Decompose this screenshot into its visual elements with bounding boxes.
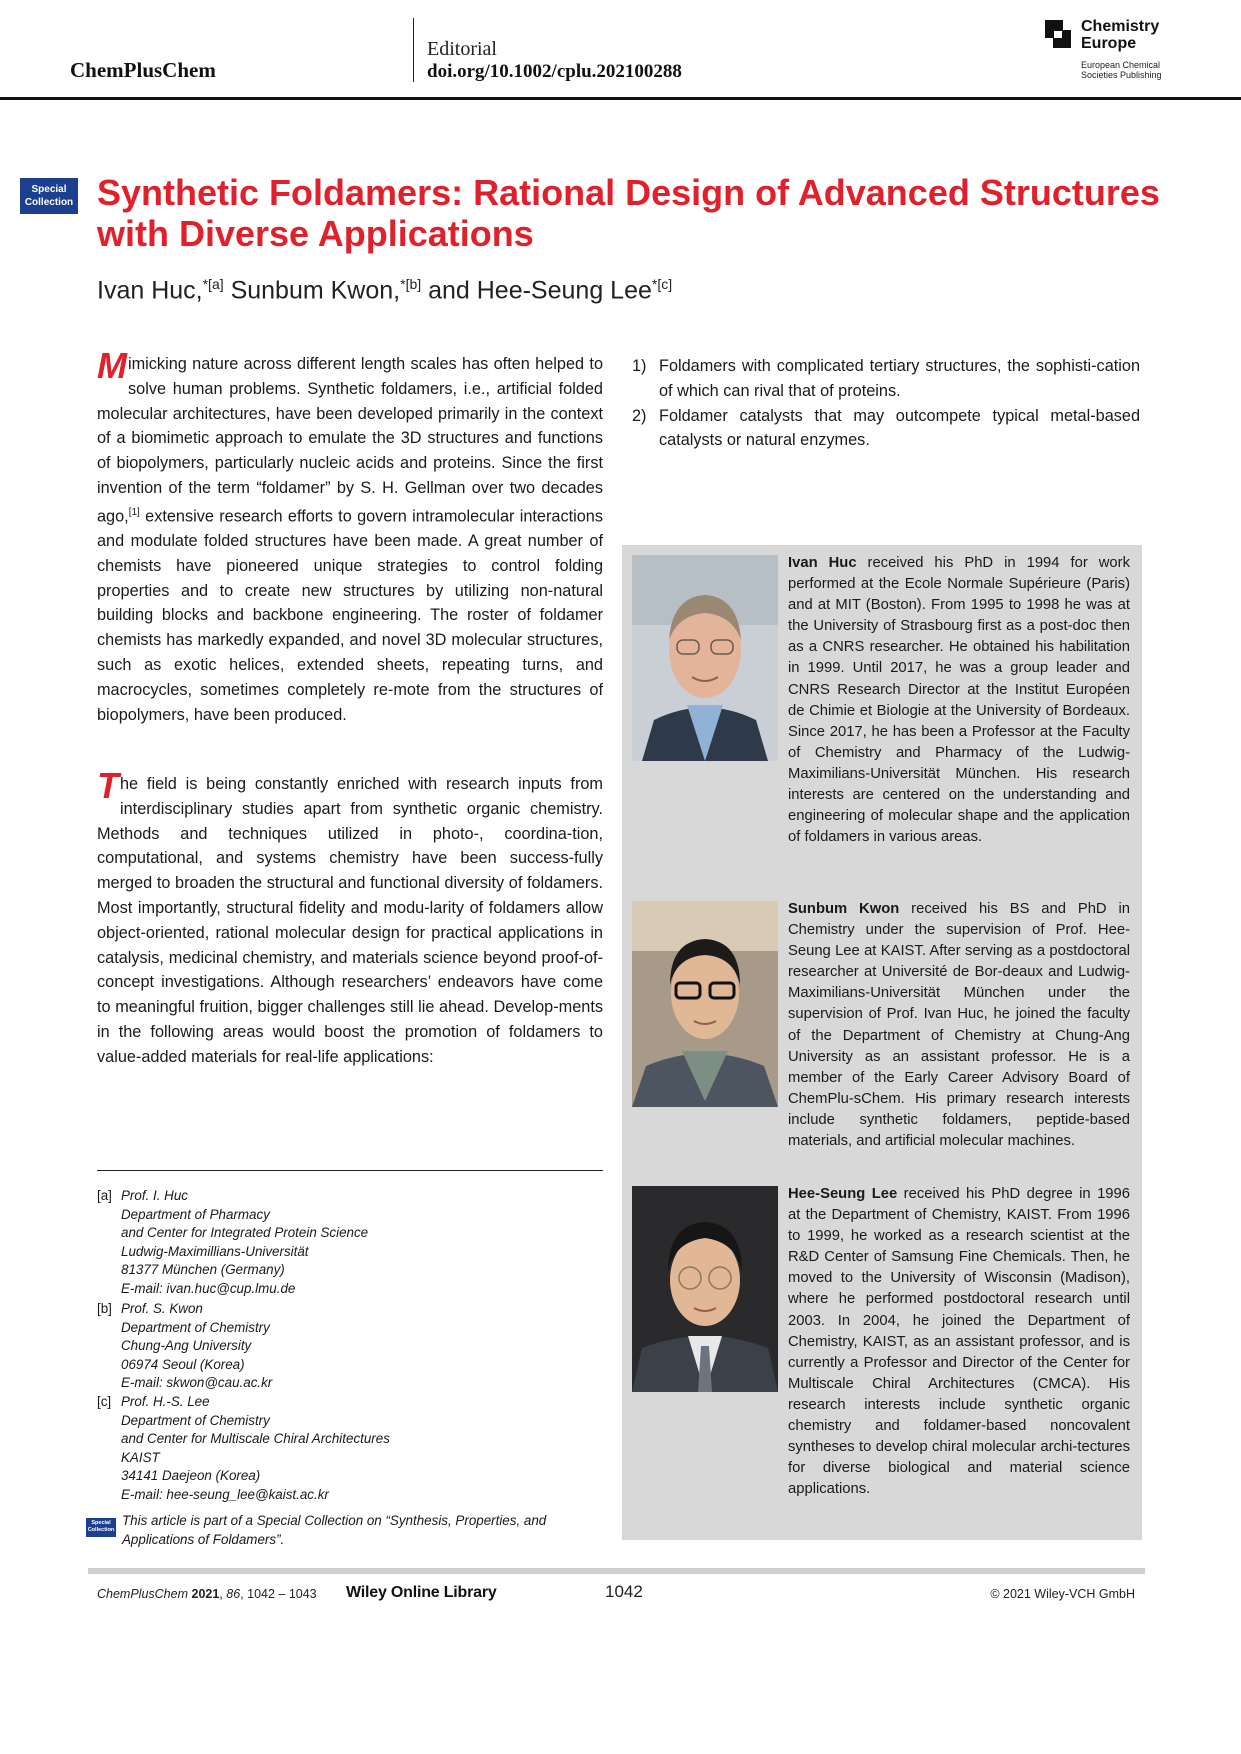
list-number: 2): [632, 406, 647, 425]
footnote-line: Department of Chemistry: [121, 1412, 270, 1428]
footnote-line: and Center for Integrated Protein Science: [121, 1225, 369, 1241]
author-photo-kwon: [632, 901, 778, 1107]
affiliation-footnote-b: [97, 1300, 603, 1393]
paragraph-text: imicking nature across different length scales has often helped to solve human problems. Synthetic foldamers, i.e., artificial folded molecular architectures, have been developed primarily in the context of a biomimetic approach to emulate the 3D structures and functions of biopolymers, particularly nucleic acids and proteins. Since the first invention of the term “foldamer” by S. H. Gellman over two decades ago,: [97, 355, 603, 526]
bio-name: Hee-Seung Lee: [788, 1186, 898, 1202]
badge-line-2: Collection: [24, 197, 74, 208]
author-kwon[interactable]: Sunbum Kwon,: [223, 276, 401, 305]
badge-line-1: Special: [31, 184, 67, 195]
footnote-line: 34141 Daejeon (Korea): [121, 1468, 261, 1484]
chemistry-europe-logo-icon: [1045, 20, 1073, 50]
footer-journal: ChemPlusChem: [97, 1587, 189, 1601]
numbered-list: [632, 354, 1140, 453]
footnote-line: KAIST: [121, 1449, 160, 1465]
footnote-label: [a]: [97, 1188, 112, 1203]
affiliation-footnote-c: [97, 1393, 603, 1505]
footer-pages: , 1042 – 1043: [240, 1587, 317, 1601]
bio-lee: [788, 1184, 1130, 1500]
footnote-line: Department of Pharmacy: [121, 1206, 270, 1222]
list-item-text: Foldamers with complicated tertiary structures, the sophisti-cation of which can rival that of proteins.: [659, 357, 1140, 400]
footnote-line: 06974 Seoul (Korea): [121, 1356, 245, 1372]
list-number: 1): [632, 357, 647, 375]
list-item: [632, 354, 1140, 404]
publisher-subtitle: European Chemical Societies Publishing: [1081, 60, 1162, 80]
author-photo-lee: [632, 1186, 778, 1392]
bio-text: received his PhD in 1994 for work performed at the Ecole Normale Supérieure (Paris) and at MIT (Boston). From 1995 to 1998 he was at the University of Strasbourg first as a post-doc then as a CNRS researcher. He obtained his habilitation in 1999. Until 2017, he was a group leader and CNRS Research Director at the Institut Européen de Chimie et Biologie at the University of Bordeaux. Since 2017, he has been a Professor at the Faculty of Chemistry and Pharmacy of the Ludwig-Maximilians-Universität München. His research interests are centered on the understanding and engineering of molecular shape and the application of foldamers in various areas.: [788, 555, 1130, 846]
article-type: Editorial: [427, 38, 497, 60]
footnote-line: Prof. I. Huc: [121, 1188, 188, 1203]
portrait-icon: [632, 1186, 778, 1392]
special-collection-badge[interactable]: [20, 178, 78, 214]
footnote-line: Department of Chemistry: [121, 1319, 270, 1335]
publisher-logo: [1045, 18, 1175, 82]
author-lee[interactable]: and Hee-Seung Lee: [421, 276, 652, 305]
body-paragraph-1: [97, 345, 603, 727]
footnote-line: 81377 München (Germany): [121, 1262, 285, 1278]
header-divider: [413, 18, 414, 82]
badge-line-1: Special: [91, 1520, 111, 1526]
email-link[interactable]: E-mail: skwon@cau.ac.kr: [121, 1375, 273, 1391]
copyright: © 2021 Wiley-VCH GmbH: [990, 1587, 1135, 1601]
footnote-line: Ludwig-Maximillians-Universität: [121, 1243, 309, 1259]
special-collection-note: This article is part of a Special Collection on “Synthesis, Properties, and Applications of Foldamers”.: [122, 1513, 547, 1547]
article-title: Synthetic Foldamers: Rational Design of Advanced Structures with Diverse Applications: [97, 172, 1160, 254]
footnote-line: and Center for Multiscale Chiral Architectures: [121, 1431, 390, 1447]
list-item: [632, 404, 1140, 454]
bio-kwon: [788, 899, 1130, 1152]
badge-line-2: Collection: [87, 1527, 115, 1533]
footer-volume: 86: [226, 1587, 241, 1601]
author-photo-huc: [632, 555, 778, 761]
dropcap: M: [97, 345, 127, 386]
bio-text: received his PhD degree in 1996 at the Department of Chemistry, KAIST. From 1996 to 1999, he worked as a research scientist at the R&D Center of Samsung Fine Chemicals. Then, he moved to the University of Wisconsin (Madison), where he performed postdoctoral research until 2003. In 2004, he joined the Department of Chemistry, KAIST, as an assistant professor, and is currently a Professor and Director of the Center for Multiscale Chiral Architectures (CMCA). His research interests include synthetic organic chemistry and foldamer-based noncovalent syntheses to develop chiral molecular archi-tectures for diverse biological and material science applications.: [788, 1186, 1130, 1498]
email-link[interactable]: E-mail: hee-seung_lee@kaist.ac.kr: [121, 1486, 329, 1502]
special-collection-badge-small[interactable]: [86, 1518, 116, 1537]
footnote-rule: [97, 1170, 603, 1171]
author-biographies: [622, 545, 1142, 1540]
portrait-icon: [632, 555, 778, 761]
author-huc-affiliation: *[a]: [202, 276, 224, 292]
bio-text: received his BS and PhD in Chemistry under the supervision of Prof. Hee-Seung Lee at KAIST. After serving as a postdoctoral researcher at Université de Bor-deaux and Ludwig-Maximilians-Universität München under the supervision of Prof. Ivan Huc, he joined the faculty of the Department of Chemistry at Chung-Ang University as an assistant professor. He is a member of the Early Career Advisory Board of ChemPlu-sChem. His primary research interests include synthetic foldamers, peptide-based materials, and artificial molecular machines.: [788, 901, 1130, 1150]
journal-name: ChemPlusChem: [70, 58, 216, 82]
dropcap: T: [97, 765, 119, 806]
footnote-line: Prof. H.-S. Lee: [121, 1394, 210, 1409]
footer-citation: ChemPlusChem 2021, 86, 1042 – 1043: [97, 1587, 317, 1601]
author-list: [97, 276, 672, 305]
author-lee-affiliation: *[c]: [651, 276, 673, 292]
doi-link[interactable]: doi.org/10.1002/cplu.202100288: [427, 61, 682, 82]
bio-name: Ivan Huc: [788, 555, 857, 571]
publisher-name: Chemistry Europe: [1081, 18, 1160, 52]
reference-link[interactable]: [1]: [128, 506, 140, 518]
email-link[interactable]: E-mail: ivan.huc@cup.lmu.de: [121, 1280, 296, 1296]
author-huc[interactable]: Ivan Huc,: [97, 276, 203, 305]
header-rule: [0, 97, 1241, 100]
paragraph-text: extensive research efforts to govern intramolecular interactions and modulate folded structures have been made. A great number of chemists have pioneered unique strategies to control folding properties and to create new structures by utilizing non-natural building blocks and backbone engineering. The roster of foldamer chemists has markedly expanded, and novel 3D molecular structures, such as exotic helices, extended sheets, repeating turns, and macrocycles, sometimes completely re-mote from the structures of biopolymers, have been produced.: [97, 507, 603, 724]
portrait-icon: [632, 901, 778, 1107]
author-kwon-affiliation: *[b]: [400, 276, 422, 292]
paragraph-text: he field is being constantly enriched with research inputs from interdisciplinary studies apart from synthetic organic chemistry. Methods and techniques utilized in photo-, coordina-tion, computational, and systems chemistry have been success-fully merged to broaden the structural and functional diversity of foldamers. Most importantly, structural fidelity and modu-larity of foldamers allow object-oriented, rational molecular design for practical applications in catalysis, medicinal chemistry, and materials science beyond proof-of-concept investigations. Although researchers’ endeavors have come to meaningful fruition, bigger challenges still lie ahead. Develop-ments in the following areas would boost the promotion of foldamers to value-added materials for real-life applications:: [97, 775, 603, 1066]
body-paragraph-2: [97, 765, 603, 1070]
affiliation-footnote-a: [97, 1187, 603, 1299]
footnote-line: Prof. S. Kwon: [121, 1301, 203, 1316]
bio-name: Sunbum Kwon: [788, 901, 900, 917]
footer-rule: [88, 1568, 1145, 1574]
footnote-line: Chung-Ang University: [121, 1338, 252, 1354]
footnote-label: [c]: [97, 1394, 112, 1409]
wiley-online-library-link[interactable]: Wiley Online Library: [346, 1584, 497, 1601]
list-item-text: Foldamer catalysts that may outcompete typical metal-based catalysts or natural enzymes.: [659, 406, 1140, 450]
footnote-label: [b]: [97, 1301, 112, 1316]
bio-huc: [788, 553, 1130, 848]
page-number: 1042: [605, 1582, 643, 1601]
footer-year: 2021: [191, 1587, 220, 1601]
